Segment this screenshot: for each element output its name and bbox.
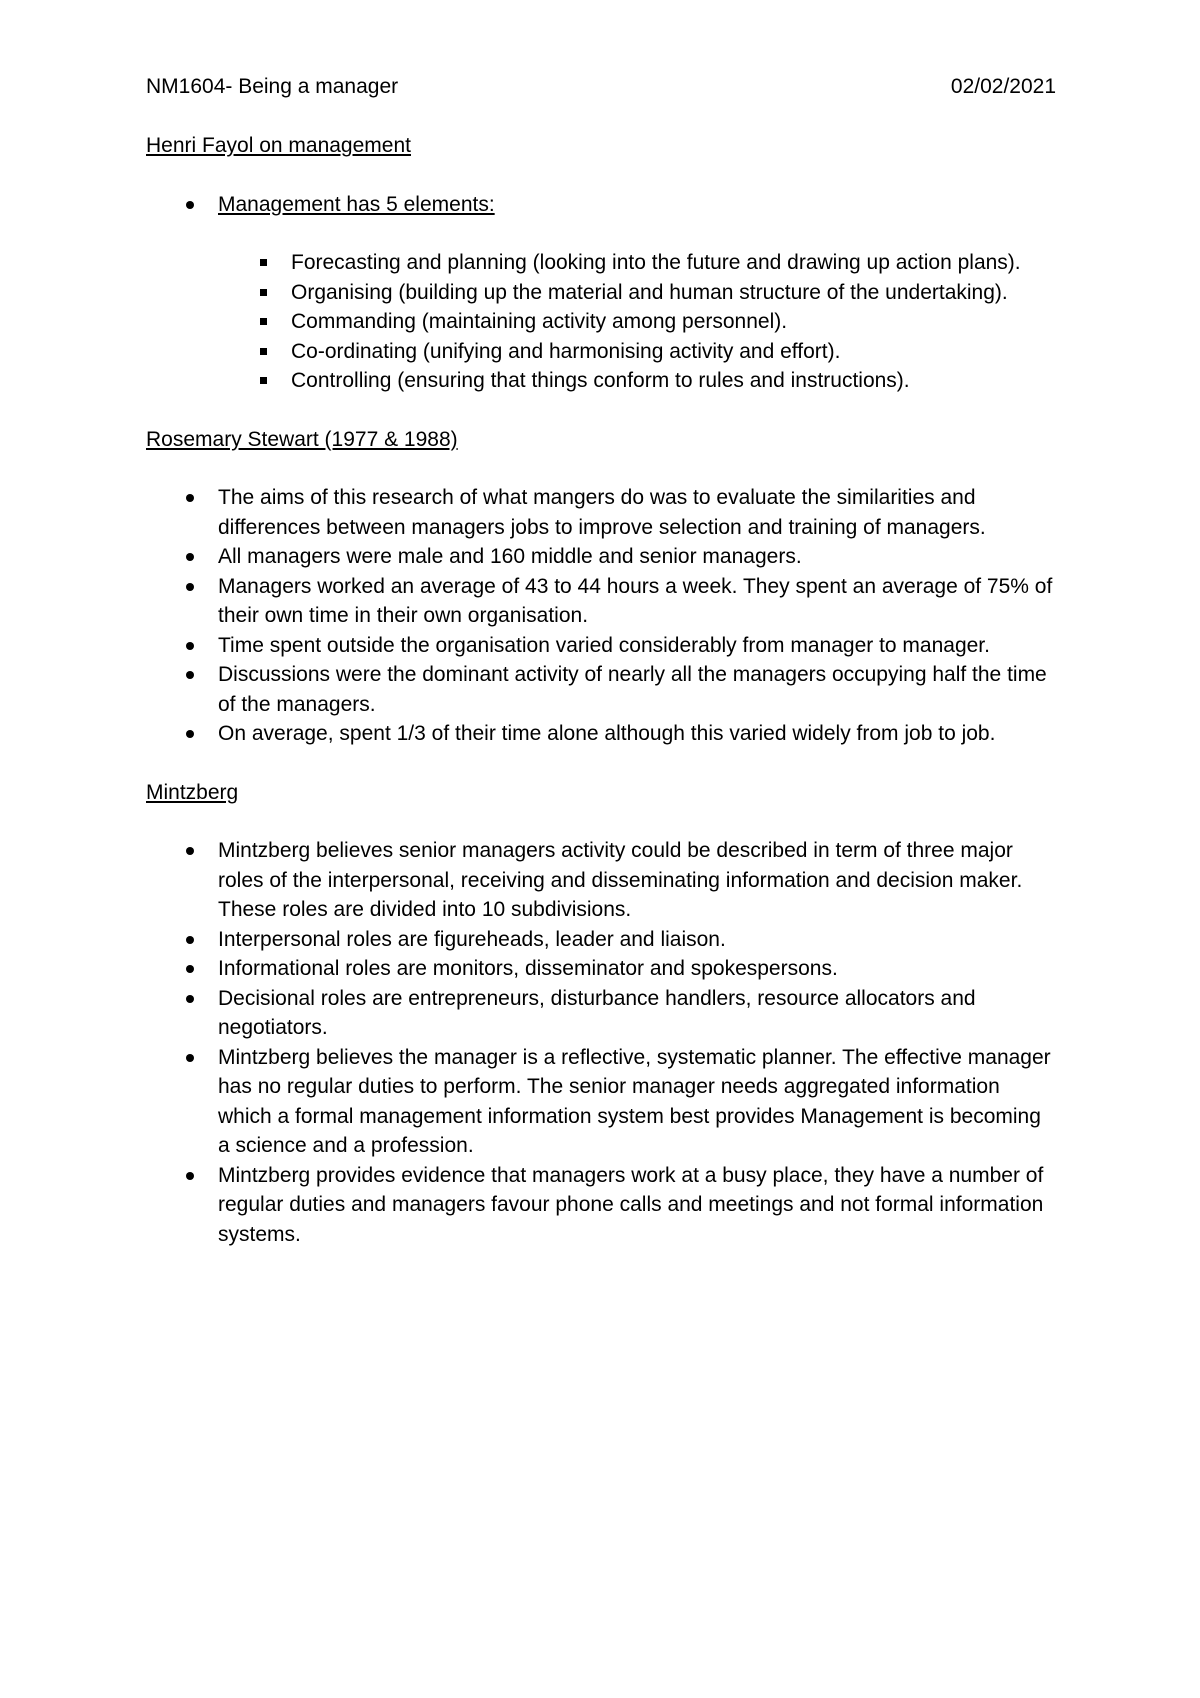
section-heading-mintzberg: Mintzberg [146, 780, 239, 804]
fayol-elements-list [146, 248, 1056, 396]
stewart-list [146, 483, 1056, 749]
document-title: NM1604- Being a manager [146, 75, 399, 98]
list-item [146, 190, 1056, 220]
list-item: Co-ordinating (unifying and harmonising activity and effort). [146, 337, 1056, 367]
list-item: Mintzberg believes senior managers activity could be described in term of three major roles of the interpersonal, receiving and disseminating information and decision maker. These roles are divided into 10 subdivisions. [146, 836, 1056, 925]
list-item: Interpersonal roles are figureheads, leader and liaison. [146, 925, 1056, 955]
list-item: Mintzberg provides evidence that managers work at a busy place, they have a number of regular duties and managers favour phone calls and meetings and not formal information systems. [146, 1161, 1056, 1250]
list-item: All managers were male and 160 middle and senior managers. [146, 542, 1056, 572]
document-content [146, 72, 1056, 1249]
list-item: Commanding (maintaining activity among personnel). [146, 307, 1056, 337]
list-item: Managers worked an average of 43 to 44 hours a week. They spent an average of 75% of their own time in their own organisation. [146, 572, 1056, 631]
list-item: Informational roles are monitors, disseminator and spokespersons. [146, 954, 1056, 984]
list-item: On average, spent 1/3 of their time alone although this varied widely from job to job. [146, 719, 1056, 749]
list-item: Forecasting and planning (looking into the future and drawing up action plans). [146, 248, 1056, 278]
fayol-intro: Management has 5 elements: [218, 192, 495, 216]
list-item: Controlling (ensuring that things conform to rules and instructions). [146, 366, 1056, 396]
list-item: Organising (building up the material and human structure of the undertaking). [146, 278, 1056, 308]
page-header [146, 72, 1056, 102]
section-heading-fayol: Henri Fayol on management [146, 134, 411, 157]
list-item: Mintzberg believes the manager is a reflective, systematic planner. The effective manager has no regular duties to perform. The senior manager needs aggregated information which a formal management information system best provides Management is becoming a science and a profession. [146, 1043, 1056, 1161]
section-heading-stewart: Rosemary Stewart (1977 & 1988) [146, 427, 458, 451]
list-item: Time spent outside the organisation varied considerably from manager to manager. [146, 631, 1056, 661]
list-item: The aims of this research of what mangers do was to evaluate the similarities and differences between managers jobs to improve selection and training of managers. [146, 483, 1056, 542]
mintzberg-list [146, 836, 1056, 1249]
list-item: Decisional roles are entrepreneurs, disturbance handlers, resource allocators and negotiators. [146, 984, 1056, 1043]
document-date: 02/02/2021 [950, 75, 1056, 98]
list-item: Discussions were the dominant activity of nearly all the managers occupying half the time of the managers. [146, 660, 1056, 719]
fayol-list [146, 190, 1056, 220]
